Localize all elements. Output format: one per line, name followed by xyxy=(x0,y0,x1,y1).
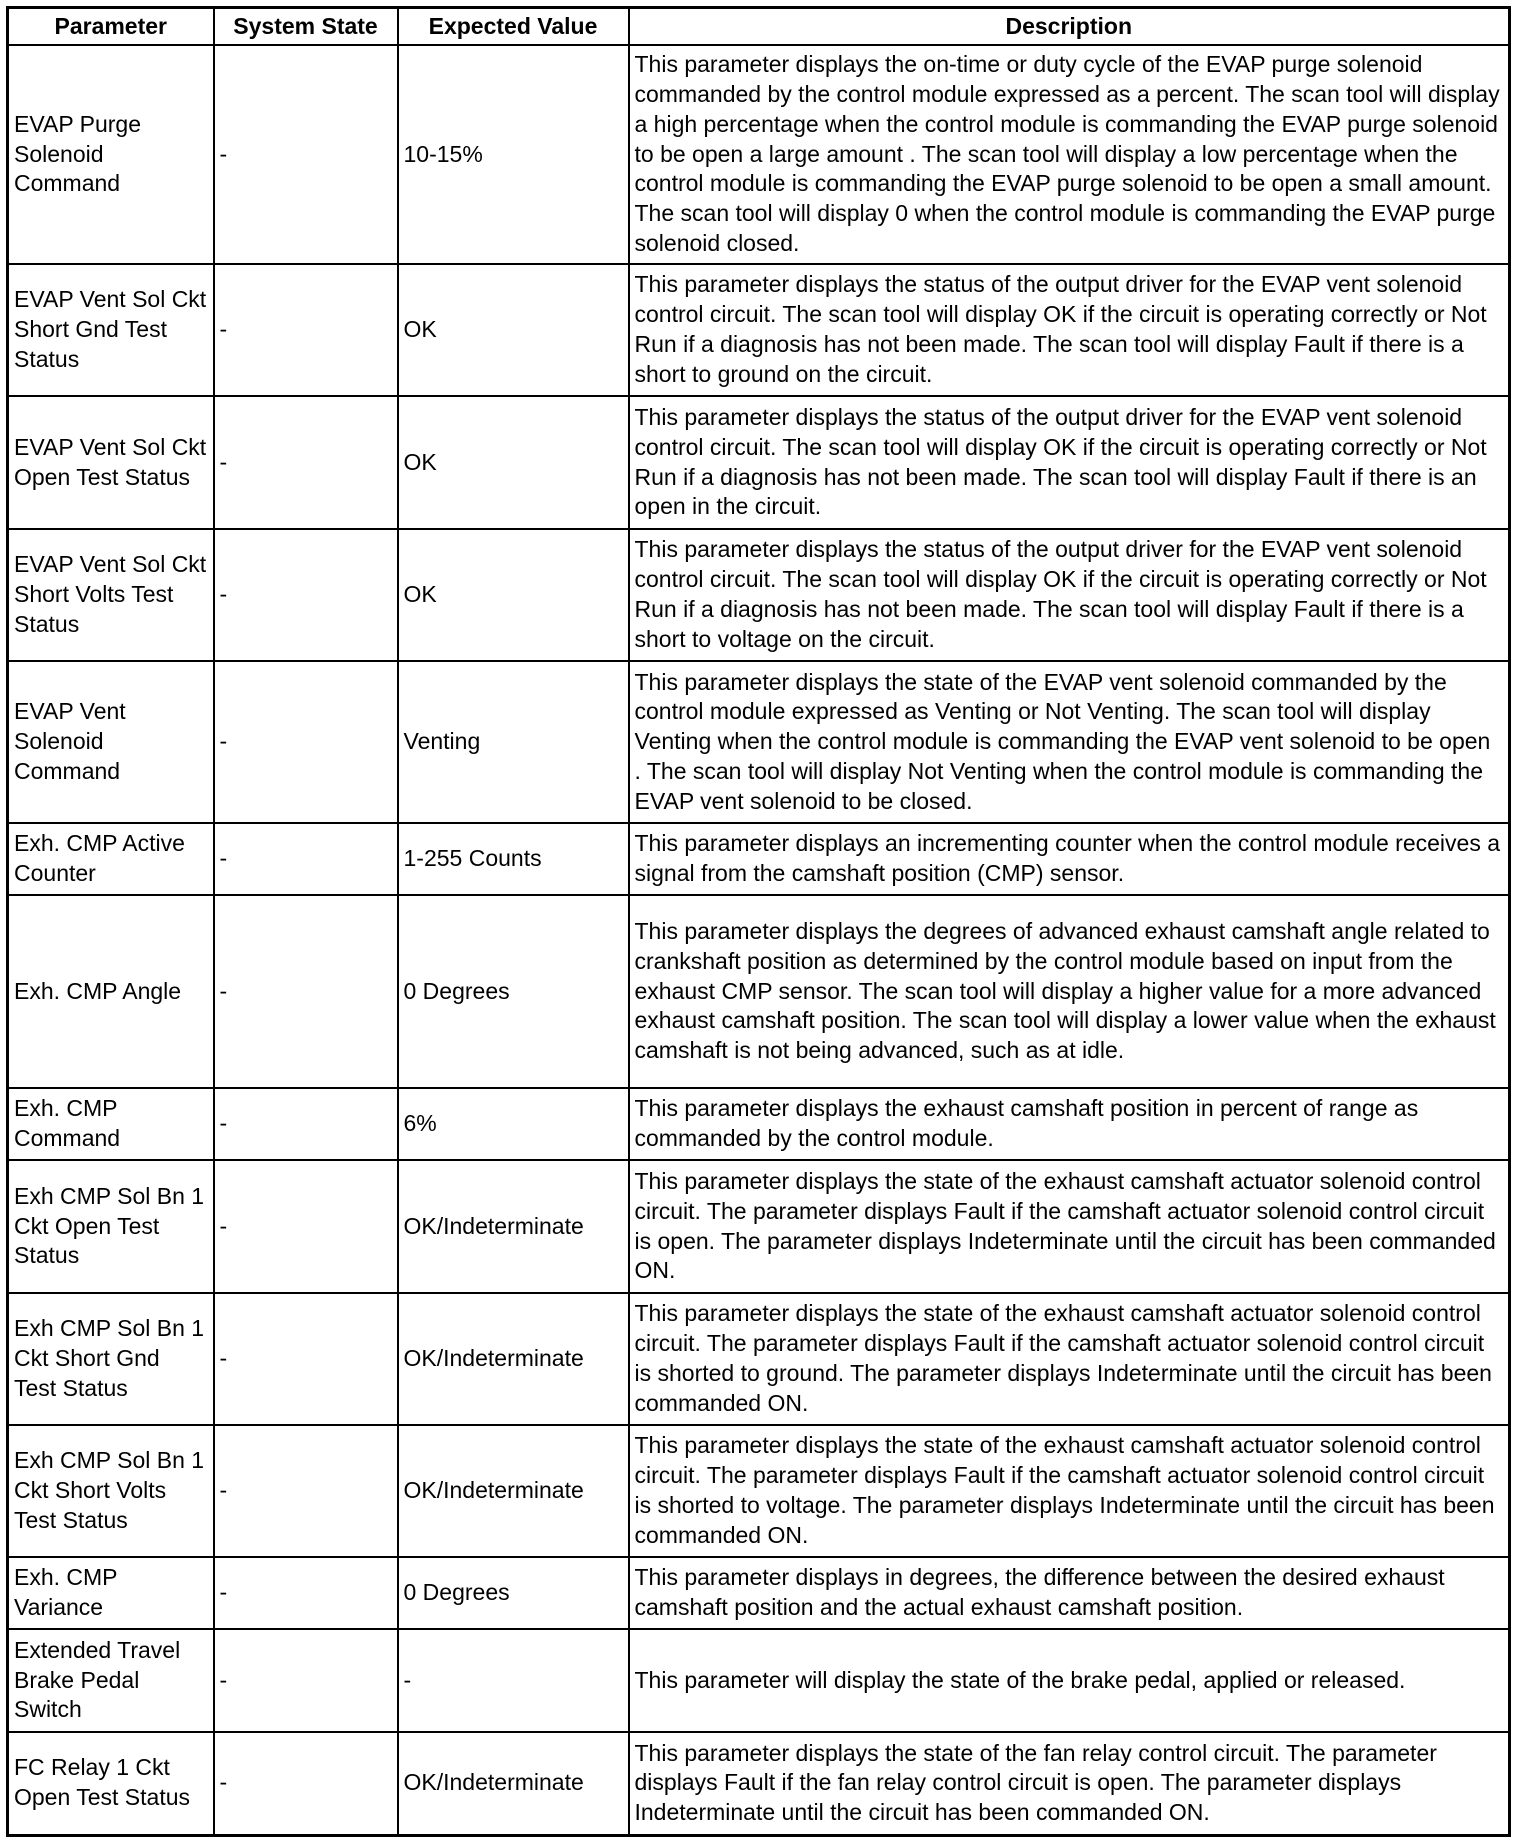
parameter-cell: Extended Travel Brake Pedal Switch xyxy=(8,1629,214,1732)
description-cell: This parameter displays the status of the output driver for the EVAP vent solenoid control circuit. The scan tool will display OK if the circuit is operating correctly or Not Run if a diagnosis has not been made. The scan tool will display Fault if there is a short to voltage on the circuit. xyxy=(629,529,1510,661)
expected-value-cell: OK xyxy=(398,264,629,396)
system-state-cell: - xyxy=(214,661,398,823)
parameter-cell: Exh CMP Sol Bn 1 Ckt Short Volts Test Status xyxy=(8,1425,214,1557)
expected-value-cell: 0 Degrees xyxy=(398,1557,629,1629)
description-cell: This parameter will display the state of the brake pedal, applied or released. xyxy=(629,1629,1510,1732)
expected-value-cell: OK/Indeterminate xyxy=(398,1425,629,1557)
table-header-row xyxy=(8,8,1510,46)
header-expected-value: Expected Value xyxy=(398,8,629,46)
expected-value-cell: 1-255 Counts xyxy=(398,823,629,895)
parameter-cell: EVAP Vent Sol Ckt Short Volts Test Status xyxy=(8,529,214,661)
header-parameter: Parameter xyxy=(8,8,214,46)
parameter-cell: Exh CMP Sol Bn 1 Ckt Open Test Status xyxy=(8,1160,214,1293)
table-row xyxy=(8,1293,1510,1425)
system-state-cell: - xyxy=(214,1160,398,1293)
parameter-cell: FC Relay 1 Ckt Open Test Status xyxy=(8,1732,214,1835)
table-row xyxy=(8,529,1510,661)
description-cell: This parameter displays the status of the output driver for the EVAP vent solenoid control circuit. The scan tool will display OK if the circuit is operating correctly or Not Run if a diagnosis has not been made. The scan tool will display Fault if there is an open in the circuit. xyxy=(629,396,1510,529)
table-row xyxy=(8,1629,1510,1732)
table-row xyxy=(8,1425,1510,1557)
description-cell: This parameter displays the state of the exhaust camshaft actuator solenoid control circuit. The parameter displays Fault if the camshaft actuator solenoid control circuit is shorted to voltage. The parameter displays Indeterminate until the circuit has been commanded ON. xyxy=(629,1425,1510,1557)
system-state-cell: - xyxy=(214,1629,398,1732)
expected-value-cell: OK xyxy=(398,529,629,661)
parameter-cell: Exh. CMP Variance xyxy=(8,1557,214,1629)
expected-value-cell: - xyxy=(398,1629,629,1732)
parameter-cell: EVAP Vent Solenoid Command xyxy=(8,661,214,823)
parameter-cell: Exh CMP Sol Bn 1 Ckt Short Gnd Test Status xyxy=(8,1293,214,1425)
description-cell: This parameter displays the degrees of advanced exhaust camshaft angle related to crankshaft position as determined by the control module based on input from the exhaust CMP sensor. The scan tool will display a higher value for a more advanced exhaust camshaft position. The scan tool will display a lower value when the exhaust camshaft is not being advanced, such as at idle. xyxy=(629,895,1510,1088)
system-state-cell: - xyxy=(214,1557,398,1629)
system-state-cell: - xyxy=(214,396,398,529)
table-row xyxy=(8,895,1510,1088)
expected-value-cell: 6% xyxy=(398,1088,629,1160)
header-description: Description xyxy=(629,8,1510,46)
expected-value-cell: OK/Indeterminate xyxy=(398,1160,629,1293)
description-cell: This parameter displays the state of the EVAP vent solenoid commanded by the control module expressed as Venting or Not Venting. The scan tool will display Venting when the control module is commanding the EVAP vent solenoid to be open . The scan tool will display Not Venting when the control module is commanding the EVAP vent solenoid to be closed. xyxy=(629,661,1510,823)
description-cell: This parameter displays the exhaust camshaft position in percent of range as commanded by the control module. xyxy=(629,1088,1510,1160)
table-row xyxy=(8,1088,1510,1160)
parameter-cell: Exh. CMP Active Counter xyxy=(8,823,214,895)
description-cell: This parameter displays the state of the fan relay control circuit. The parameter displays Fault if the fan relay control circuit is open. The parameter displays Indeterminate until the circuit has been commanded ON. xyxy=(629,1732,1510,1835)
expected-value-cell: OK/Indeterminate xyxy=(398,1732,629,1835)
table-row xyxy=(8,1557,1510,1629)
parameter-cell: Exh. CMP Angle xyxy=(8,895,214,1088)
table-row xyxy=(8,264,1510,396)
parameter-cell: Exh. CMP Command xyxy=(8,1088,214,1160)
system-state-cell: - xyxy=(214,264,398,396)
parameter-cell: EVAP Vent Sol Ckt Open Test Status xyxy=(8,396,214,529)
expected-value-cell: OK xyxy=(398,396,629,529)
description-cell: This parameter displays in degrees, the difference between the desired exhaust camshaft position and the actual exhaust camshaft position. xyxy=(629,1557,1510,1629)
system-state-cell: - xyxy=(214,45,398,264)
description-cell: This parameter displays the on-time or duty cycle of the EVAP purge solenoid commanded by the control module expressed as a percent. The scan tool will display a high percentage when the control module is commanding the EVAP purge solenoid to be open a large amount . The scan tool will display a low percentage when the control module is commanding the EVAP purge solenoid to be open a small amount. The scan tool will display 0 when the control module is commanding the EVAP purge solenoid closed. xyxy=(629,45,1510,264)
table-row xyxy=(8,45,1510,264)
parameter-table-container xyxy=(6,6,1508,1837)
table-row xyxy=(8,1160,1510,1293)
parameter-cell: EVAP Purge Solenoid Command xyxy=(8,45,214,264)
header-system-state: System State xyxy=(214,8,398,46)
system-state-cell: - xyxy=(214,529,398,661)
table-row xyxy=(8,396,1510,529)
description-cell: This parameter displays the status of the output driver for the EVAP vent solenoid control circuit. The scan tool will display OK if the circuit is operating correctly or Not Run if a diagnosis has not been made. The scan tool will display Fault if there is a short to ground on the circuit. xyxy=(629,264,1510,396)
table-row xyxy=(8,1732,1510,1835)
system-state-cell: - xyxy=(214,823,398,895)
parameter-table xyxy=(6,6,1511,1837)
system-state-cell: - xyxy=(214,1293,398,1425)
system-state-cell: - xyxy=(214,1425,398,1557)
description-cell: This parameter displays an incrementing counter when the control module receives a signal from the camshaft position (CMP) sensor. xyxy=(629,823,1510,895)
expected-value-cell: 0 Degrees xyxy=(398,895,629,1088)
expected-value-cell: OK/Indeterminate xyxy=(398,1293,629,1425)
parameter-cell: EVAP Vent Sol Ckt Short Gnd Test Status xyxy=(8,264,214,396)
table-row xyxy=(8,823,1510,895)
system-state-cell: - xyxy=(214,1088,398,1160)
table-row xyxy=(8,661,1510,823)
system-state-cell: - xyxy=(214,1732,398,1835)
description-cell: This parameter displays the state of the exhaust camshaft actuator solenoid control circuit. The parameter displays Fault if the camshaft actuator solenoid control circuit is shorted to ground. The parameter displays Indeterminate until the circuit has been commanded ON. xyxy=(629,1293,1510,1425)
expected-value-cell: 10-15% xyxy=(398,45,629,264)
system-state-cell: - xyxy=(214,895,398,1088)
description-cell: This parameter displays the state of the exhaust camshaft actuator solenoid control circuit. The parameter displays Fault if the camshaft actuator solenoid control circuit is open. The parameter displays Indeterminate until the circuit has been commanded ON. xyxy=(629,1160,1510,1293)
expected-value-cell: Venting xyxy=(398,661,629,823)
